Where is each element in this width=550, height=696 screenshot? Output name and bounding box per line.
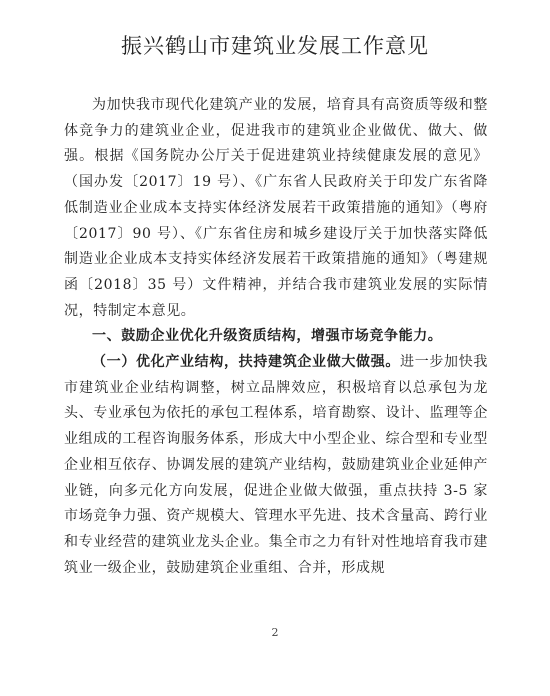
intro-paragraph: 为加快我市现代化建筑产业的发展，培育具有高资质等级和整体竞争力的建筑业企业，促进我市的建筑业企业做优、做大、做强。根据《国务院办公厅关于促进建筑业持续健康发展的意见》（国办发〔2017〕19 号）、《广东省人民政府关于印发广东省降低制造业企业成本支持实体经济发展若干政策措施的通知》（粤府〔2017〕90 号）、《广东省住房和城乡建设厅关于加快落实降低制造业企业成本支持实体经济发展若干政策措施的通知》（粤建规函〔2018〕35 号）文件精神，并结合我市建筑业发展的实际情况，特制定本意见。	[64, 97, 488, 319]
subsection-heading: （一）优化产业结构，扶持建筑企业做大做强。	[92, 354, 401, 371]
page-number: 2	[271, 626, 279, 639]
subsection-body: 进一步加快我市建筑业企业结构调整，树立品牌效应，积极培育以总承包为龙头、专业承包为依托的承包工程体系，培育勘察、设计、监理等企业组成的工程咨询服务体系，形成大中小型企业、综合型和专业型企业相互依存、协调发展的建筑产业结构，鼓励建筑业企业延伸产业链，向多元化方向发展，促进企业做大做强，重点扶持 3-5 家市场竞争力强、资产规模大、管理水平先进、技术含量高、跨行业和专业经营的建筑业龙头企业。集全市之力有针对性地培育我市建筑业一级企业，鼓励建筑企业重组、合并，形成规	[64, 354, 488, 576]
document-title: 振兴鹤山市建筑业发展工作意见	[121, 34, 429, 58]
subsection-paragraph	[64, 350, 488, 581]
section-heading: 一、鼓励企业优化升级资质结构，增强市场竞争能力。	[92, 328, 443, 345]
document-body	[64, 93, 488, 581]
